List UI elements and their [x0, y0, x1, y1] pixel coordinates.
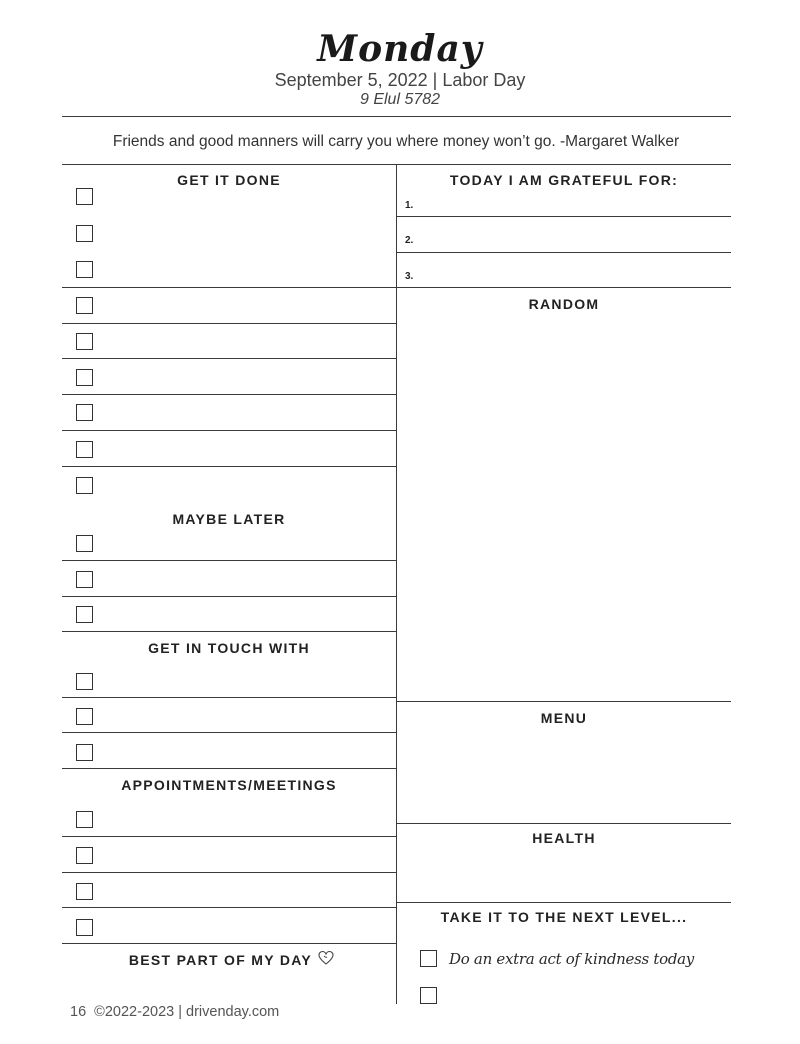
grateful-heading: TODAY I AM GRATEFUL FOR: — [449, 172, 679, 188]
health-heading: HEALTH — [532, 830, 596, 846]
checkbox[interactable] — [76, 188, 93, 205]
rule — [397, 252, 731, 253]
rule — [62, 596, 396, 597]
rule — [62, 323, 396, 324]
grateful-number: 3. — [405, 271, 414, 282]
heart-icon — [318, 950, 334, 966]
menu-heading: MENU — [540, 710, 588, 726]
footer: 16 ©2022-2023 | drivenday.com — [70, 1004, 280, 1020]
rule — [62, 907, 396, 908]
rule — [62, 697, 396, 698]
day-title: Monday — [317, 28, 483, 70]
checkbox[interactable] — [76, 744, 93, 761]
checkbox[interactable] — [76, 225, 93, 242]
best-part-heading: BEST PART OF MY DAY — [128, 952, 312, 968]
rule — [62, 430, 396, 431]
column-divider — [396, 164, 397, 1004]
hebrew-date: 9 Elul 5782 — [359, 91, 441, 108]
checkbox[interactable] — [76, 847, 93, 864]
checkbox[interactable] — [76, 606, 93, 623]
rule — [62, 836, 396, 837]
rule — [62, 732, 396, 733]
checkbox[interactable] — [76, 297, 93, 314]
rule — [62, 358, 396, 359]
section-divider — [62, 943, 396, 944]
checkbox[interactable] — [76, 708, 93, 725]
section-divider — [397, 902, 731, 903]
rule — [62, 287, 396, 288]
checkbox[interactable] — [76, 369, 93, 386]
checkbox[interactable] — [76, 571, 93, 588]
checkbox[interactable] — [76, 477, 93, 494]
date-line: September 5, 2022 | Labor Day — [274, 70, 526, 90]
checkbox[interactable] — [76, 535, 93, 552]
grateful-number: 2. — [405, 235, 414, 246]
section-divider — [397, 823, 731, 824]
get-it-done-heading: GET IT DONE — [177, 172, 281, 188]
header-divider — [62, 116, 731, 117]
maybe-later-heading: MAYBE LATER — [172, 511, 286, 527]
rule — [62, 466, 396, 467]
get-in-touch-heading: GET IN TOUCH WITH — [148, 640, 310, 656]
random-heading: RANDOM — [528, 296, 600, 312]
rule — [62, 872, 396, 873]
rule — [62, 560, 396, 561]
checkbox[interactable] — [76, 261, 93, 278]
section-divider — [397, 287, 731, 288]
appointments-heading: APPOINTMENTS/MEETINGS — [121, 777, 337, 793]
checkbox[interactable] — [76, 333, 93, 350]
checkbox[interactable] — [76, 441, 93, 458]
section-divider — [62, 631, 396, 632]
checkbox[interactable] — [76, 673, 93, 690]
next-level-item: Do an extra act of kindness today — [449, 950, 694, 968]
checkbox[interactable] — [76, 919, 93, 936]
grateful-number: 1. — [405, 200, 414, 211]
checkbox[interactable] — [76, 404, 93, 421]
checkbox[interactable] — [420, 950, 437, 967]
section-divider — [397, 701, 731, 702]
checkbox[interactable] — [76, 883, 93, 900]
next-level-heading: TAKE IT TO THE NEXT LEVEL... — [440, 909, 688, 925]
rule — [397, 216, 731, 217]
section-divider — [62, 768, 396, 769]
checkbox[interactable] — [76, 811, 93, 828]
checkbox[interactable] — [420, 987, 437, 1004]
rule — [62, 394, 396, 395]
quote: Friends and good manners will carry you where money won’t go. -Margaret Walker — [112, 133, 680, 150]
